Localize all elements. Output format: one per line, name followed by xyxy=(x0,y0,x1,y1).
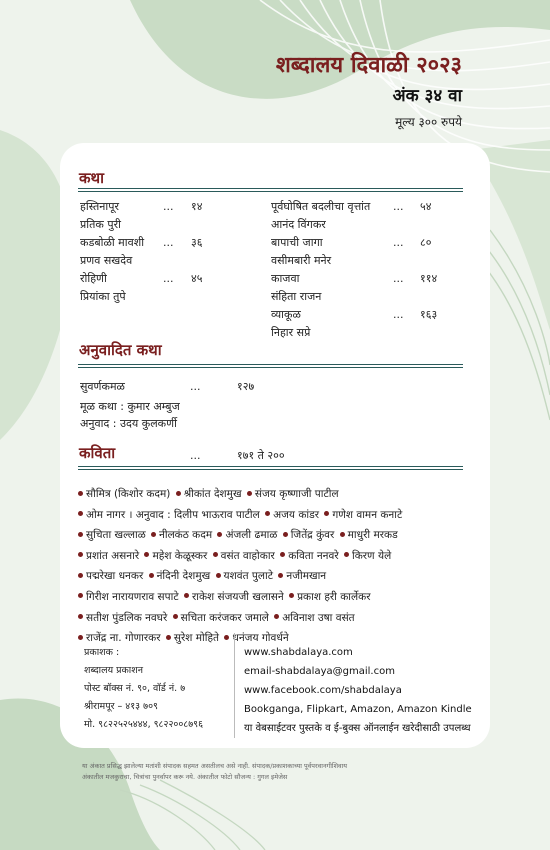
bullet-icon xyxy=(278,573,283,578)
publisher-phone: मो. ९८२२५२५४४४, ९८२२००८७९६ xyxy=(84,719,204,730)
poet-name: यशवंत पुलाटे xyxy=(223,570,274,583)
section-rule xyxy=(78,364,463,365)
bullet-icon xyxy=(78,573,83,578)
story-title: बापाची जागा xyxy=(271,236,323,249)
poet-name: गिरीश नारायणराव सपाटे xyxy=(86,590,179,603)
story-page: ३६ xyxy=(191,236,203,249)
publisher-city: श्रीरामपूर – ४१३ ७०९ xyxy=(84,701,158,712)
bullet-icon xyxy=(144,552,149,557)
bullet-icon xyxy=(289,593,294,598)
dot-leader: ... xyxy=(163,272,174,285)
poet-line xyxy=(76,546,496,567)
story-author: संहिता राजन xyxy=(271,290,322,303)
poet-line xyxy=(76,505,496,526)
story-title: सुवर्णकमळ xyxy=(80,380,125,393)
section-title-anuvadit: अनुवादित कथा xyxy=(79,341,162,359)
poet-name: वसंत वाहोकार xyxy=(220,549,275,562)
poet-line xyxy=(76,484,496,505)
poet-name: महेश केळूस्कर xyxy=(152,549,208,562)
bullet-icon xyxy=(280,552,285,557)
poet-line xyxy=(76,587,496,608)
disclaimer-line: अंकातील मजकुराचा, चित्रांचा पुनर्वापर करू नये. अंकातील फोटो सौजन्य : गुगल इमेजेस xyxy=(82,773,288,781)
section-rule xyxy=(78,188,463,189)
issue-number: अंक ३४ वा xyxy=(392,86,462,106)
story-author: प्रतिक पुरी xyxy=(80,218,121,231)
section-title-katha: कथा xyxy=(79,169,104,187)
story-title: कडबोळी मावशी xyxy=(80,236,145,249)
bullet-icon xyxy=(216,573,221,578)
dot-leader: ... xyxy=(163,200,174,213)
poet-name: सचिता करंजकर जमाले xyxy=(180,611,269,624)
poet-name: कविता ननवरे xyxy=(288,549,339,562)
bullet-icon xyxy=(213,552,218,557)
poet-name: किरण येले xyxy=(351,549,392,562)
story-page: १२७ xyxy=(237,380,255,393)
bullet-icon xyxy=(265,511,270,516)
story-page: १६३ xyxy=(420,308,438,321)
section-rule xyxy=(78,367,463,368)
poet-name: श्रीकांत देशमुख xyxy=(183,488,242,500)
bullet-icon xyxy=(176,491,181,496)
poet-name: गणेश वामन कनाटे xyxy=(332,508,403,521)
poet-name: सुरेश मोहिते xyxy=(173,632,220,645)
poet-line xyxy=(76,525,496,546)
section-rule xyxy=(78,466,463,467)
bullet-icon xyxy=(78,614,83,619)
poet-list xyxy=(76,484,496,649)
bullet-icon xyxy=(340,532,345,537)
poetry-pages: १७१ ते २०० xyxy=(237,449,285,462)
story-author: प्रणव सखदेव xyxy=(80,254,133,267)
story-title: हस्तिनापूर xyxy=(80,200,119,213)
poet-name: नंदिनी देशमुख xyxy=(156,570,211,583)
web-info xyxy=(244,643,472,738)
poet-name: पद्मरेखा धनकर xyxy=(86,570,144,583)
story-title: रोहिणी xyxy=(80,272,107,285)
story-author: आनंद विंगकर xyxy=(271,218,326,231)
story-page: ८० xyxy=(420,236,432,249)
poet-name: राकेश संजयजी खलासने xyxy=(191,590,284,603)
dot-leader: ... xyxy=(190,380,201,393)
story-page: ४५ xyxy=(191,272,203,285)
bullet-icon xyxy=(283,532,288,537)
bullet-icon xyxy=(247,491,252,496)
bullet-icon xyxy=(149,573,154,578)
stores-list: Bookganga, Flipkart, Amazon, Amazon Kindle xyxy=(244,704,472,715)
bullet-icon xyxy=(344,552,349,557)
facebook-link[interactable]: www.facebook.com/shabdalaya xyxy=(244,685,402,696)
bullet-icon xyxy=(173,614,178,619)
dot-leader: ... xyxy=(393,308,404,321)
disclaimer-line: या अंकात प्रसिद्ध झालेल्या मतांशी संपादक सहमत असतीलच असे नाही. संपादक/प्रकाशकाच्या पूर्वपरवानगीशिवाय xyxy=(82,762,348,770)
bullet-icon xyxy=(78,593,83,598)
bullet-icon xyxy=(78,511,83,516)
section-title-kavita: कविता xyxy=(79,444,116,462)
dot-leader: ... xyxy=(393,272,404,285)
poet-name: संजय कृष्णाजी पाटील xyxy=(254,488,339,500)
translator: अनुवाद : उदय कुलकर्णी xyxy=(80,417,177,430)
publisher-address: पोस्ट बॉक्स नं. ९०, वॉर्ड नं. ७ xyxy=(84,683,186,694)
dot-leader: ... xyxy=(393,200,404,213)
bullet-icon xyxy=(184,593,189,598)
poet-name: अजय कांडर xyxy=(273,508,320,521)
poet-name: जितेंद्र कुंवर xyxy=(290,529,335,542)
bullet-icon xyxy=(78,491,83,496)
header xyxy=(276,52,462,130)
dot-leader: ... xyxy=(163,236,174,249)
bullet-icon xyxy=(274,614,279,619)
story-author: वसीमबारी मनेर xyxy=(271,254,332,267)
bullet-icon xyxy=(151,532,156,537)
poet-name: अविनाश उषा वसंत xyxy=(282,611,355,624)
disclaimer xyxy=(82,761,502,783)
story-page: १४ xyxy=(191,200,203,213)
poet-line xyxy=(76,566,496,587)
story-author: प्रियांका तुपे xyxy=(80,290,126,303)
section-rule xyxy=(78,191,463,192)
bullet-icon xyxy=(217,532,222,537)
email-link[interactable]: email-shabdalaya@gmail.com xyxy=(244,666,395,677)
dot-leader: ... xyxy=(393,236,404,249)
poet-name: सौमित्र (किशोर कदम) xyxy=(86,488,171,500)
original-author: मूळ कथा : कुमार अम्बुज xyxy=(80,400,180,413)
poet-name: नीलकंठ कदम xyxy=(159,529,213,542)
contact-block xyxy=(68,633,488,743)
poet-name: नजीमखान xyxy=(286,570,327,583)
website-link[interactable]: www.shabdalaya.com xyxy=(244,647,353,658)
price: मूल्य ३०० रुपये xyxy=(395,115,462,129)
magazine-title: शब्दालय दिवाळी २०२३ xyxy=(275,52,462,78)
story-page: ५४ xyxy=(420,200,432,213)
poet-name: प्रशांत असनारे xyxy=(86,549,140,562)
poet-name: धनंजय गोवर्धने xyxy=(232,632,289,645)
poet-name: प्रकाश हरी कार्लेकर xyxy=(297,590,371,603)
ebook-note: या वेबसाईटवर पुस्तके व ई-बुक्स ऑनलाईन खरेदीसाठी उपलब्ध xyxy=(244,723,471,734)
story-title: पूर्वघोषित बदलीचा वृत्तांत xyxy=(271,200,371,213)
poet-name: माधुरी मरकड xyxy=(347,529,398,542)
poet-name: राजेंद्र ना. गोणारकर xyxy=(86,632,161,645)
poet-name: ओम नागर । अनुवाद : दिलीप भाऊराव पाटील xyxy=(86,508,260,521)
poet-name: अंजली ढमाळ xyxy=(225,529,278,542)
story-title: व्याकूळ xyxy=(271,308,301,321)
publisher-info xyxy=(68,633,235,738)
bullet-icon xyxy=(78,532,83,537)
story-page: ११४ xyxy=(420,272,438,285)
publisher-name: शब्दालय प्रकाशन xyxy=(84,665,143,676)
bullet-icon xyxy=(78,552,83,557)
poet-name: सुचिता खल्लाळ xyxy=(86,529,146,542)
section-rule xyxy=(78,469,463,470)
story-title: काजवा xyxy=(271,272,300,285)
poet-line xyxy=(76,608,496,629)
bullet-icon xyxy=(324,511,329,516)
story-author: निहार सप्रे xyxy=(271,326,311,339)
publisher-label: प्रकाशक : xyxy=(84,647,120,658)
dot-leader: ... xyxy=(190,449,201,462)
poet-name: सतीश पुंडलिक नवघरे xyxy=(86,611,168,624)
